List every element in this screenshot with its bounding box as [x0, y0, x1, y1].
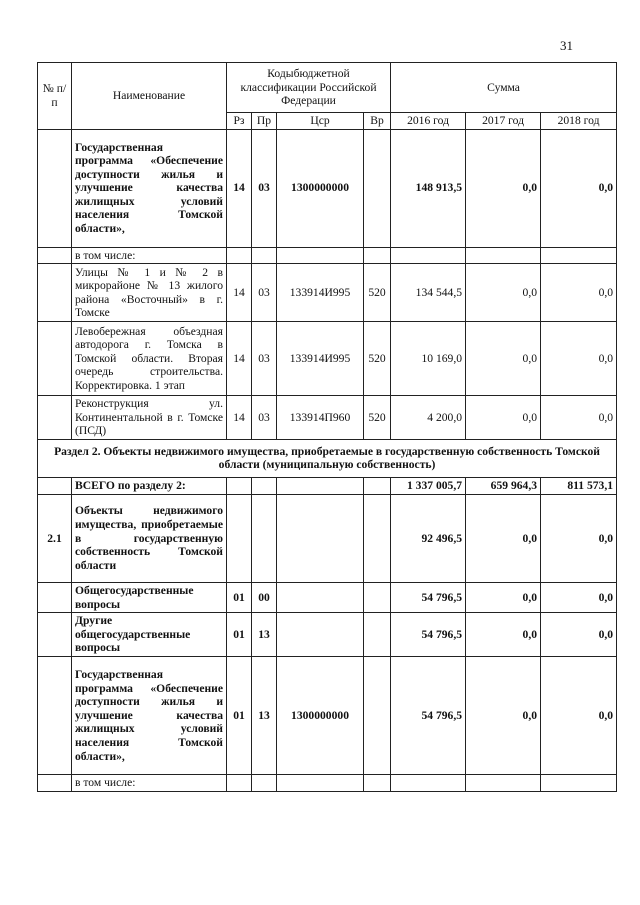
- row-num: [38, 582, 72, 612]
- header-codes: Кодыбюджетной классификации Российской Федерации: [227, 63, 391, 113]
- row-vr: 520: [364, 322, 391, 396]
- row-2016: 54 796,5: [391, 582, 466, 612]
- row-vr: [364, 657, 391, 775]
- row-csr: [277, 477, 364, 494]
- row-2016: 54 796,5: [391, 657, 466, 775]
- row-num: [38, 613, 72, 657]
- row-num: 2.1: [38, 494, 72, 582]
- row-csr: 133914И995: [277, 322, 364, 396]
- row-name: Реконструкция ул. Континентальной в г. Томске (ПСД): [72, 396, 227, 440]
- header-2018: 2018 год: [541, 113, 617, 130]
- row-2018: 0,0: [541, 657, 617, 775]
- row-2017: 659 964,3: [466, 477, 541, 494]
- row-csr: 1300000000: [277, 129, 364, 247]
- row-pr: 13: [252, 613, 277, 657]
- row-vr: [364, 613, 391, 657]
- row-rz: 01: [227, 657, 252, 775]
- row-2017: [466, 247, 541, 264]
- row-num: [38, 396, 72, 440]
- row-rz: 14: [227, 396, 252, 440]
- row-rz: [227, 477, 252, 494]
- row-rz: 01: [227, 613, 252, 657]
- row-2018: 0,0: [541, 582, 617, 612]
- table-row: [38, 582, 617, 612]
- table-row: [38, 396, 617, 440]
- row-2016: [391, 247, 466, 264]
- row-rz: [227, 494, 252, 582]
- table-row: [38, 264, 617, 322]
- row-name: Другие общегосударственные вопросы: [72, 613, 227, 657]
- header-vr: Вр: [364, 113, 391, 130]
- row-rz: [227, 775, 252, 792]
- row-pr: 03: [252, 264, 277, 322]
- row-csr: [277, 582, 364, 612]
- row-2017: 0,0: [466, 582, 541, 612]
- row-2016: 10 169,0: [391, 322, 466, 396]
- row-vr: [364, 582, 391, 612]
- row-num: [38, 264, 72, 322]
- row-2017: 0,0: [466, 129, 541, 247]
- header-pr: Пр: [252, 113, 277, 130]
- row-num: [38, 129, 72, 247]
- row-2017: 0,0: [466, 494, 541, 582]
- row-num: [38, 247, 72, 264]
- row-name: в том числе:: [72, 247, 227, 264]
- row-pr: 00: [252, 582, 277, 612]
- table-row: [38, 657, 617, 775]
- row-num: [38, 477, 72, 494]
- table-row: [38, 322, 617, 396]
- row-2016: 148 913,5: [391, 129, 466, 247]
- table-row: [38, 613, 617, 657]
- table-row: [38, 247, 617, 264]
- row-name: Государственная программа «Обеспечение доступности жилья и улучшение качества жилищных условий населения Томской области»,: [72, 657, 227, 775]
- row-num: [38, 775, 72, 792]
- row-2017: 0,0: [466, 613, 541, 657]
- row-2016: [391, 775, 466, 792]
- header-name: Наименование: [72, 63, 227, 130]
- row-pr: 03: [252, 396, 277, 440]
- page-number: 31: [560, 38, 573, 53]
- row-2018: 0,0: [541, 613, 617, 657]
- row-2017: [466, 775, 541, 792]
- section-title: Раздел 2. Объекты недвижимого имущества, приобретаемые в государственную собственность Томской области (муниципальную собственность): [38, 439, 617, 477]
- row-2016: 1 337 005,7: [391, 477, 466, 494]
- row-csr: [277, 247, 364, 264]
- row-2018: 0,0: [541, 129, 617, 247]
- header-2016: 2016 год: [391, 113, 466, 130]
- row-2017: 0,0: [466, 396, 541, 440]
- row-2016: 4 200,0: [391, 396, 466, 440]
- row-csr: [277, 613, 364, 657]
- row-2018: [541, 775, 617, 792]
- row-csr: [277, 494, 364, 582]
- row-2016: 134 544,5: [391, 264, 466, 322]
- row-pr: 13: [252, 657, 277, 775]
- row-csr: [277, 775, 364, 792]
- row-2018: 811 573,1: [541, 477, 617, 494]
- row-name: Объекты недвижимого имущества, приобретаемые в государственную собственность Томской области: [72, 494, 227, 582]
- row-name: ВСЕГО по разделу 2:: [72, 477, 227, 494]
- row-2018: [541, 247, 617, 264]
- row-vr: [364, 129, 391, 247]
- budget-table: [37, 62, 617, 792]
- row-vr: [364, 477, 391, 494]
- row-pr: 03: [252, 129, 277, 247]
- row-2016: 54 796,5: [391, 613, 466, 657]
- header-rz: Рз: [227, 113, 252, 130]
- row-num: [38, 322, 72, 396]
- row-2017: 0,0: [466, 322, 541, 396]
- row-rz: 14: [227, 322, 252, 396]
- header-2017: 2017 год: [466, 113, 541, 130]
- row-name: Государственная программа «Обеспечение доступности жилья и улучшение качества жилищных условий населения Томской области»,: [72, 129, 227, 247]
- table-row: [38, 494, 617, 582]
- row-rz: 01: [227, 582, 252, 612]
- header-num: № п/п: [38, 63, 72, 130]
- row-vr: 520: [364, 264, 391, 322]
- row-name: Общегосударственные вопросы: [72, 582, 227, 612]
- row-csr: 1300000000: [277, 657, 364, 775]
- row-name: Левобережная объездная автодорога г. Томска в Томской области. Вторая очередь строительства. Корректировка. 1 этап: [72, 322, 227, 396]
- row-2018: 0,0: [541, 322, 617, 396]
- row-pr: 03: [252, 322, 277, 396]
- header-sum: Сумма: [391, 63, 617, 113]
- row-pr: [252, 247, 277, 264]
- row-rz: [227, 247, 252, 264]
- row-pr: [252, 775, 277, 792]
- table-row: [38, 477, 617, 494]
- row-vr: 520: [364, 396, 391, 440]
- row-vr: [364, 247, 391, 264]
- header-csr: Цср: [277, 113, 364, 130]
- row-rz: 14: [227, 129, 252, 247]
- table-row: [38, 775, 617, 792]
- row-num: [38, 657, 72, 775]
- row-2018: 0,0: [541, 494, 617, 582]
- row-rz: 14: [227, 264, 252, 322]
- row-2017: 0,0: [466, 264, 541, 322]
- row-2016: 92 496,5: [391, 494, 466, 582]
- section-row: [38, 439, 617, 477]
- row-vr: [364, 775, 391, 792]
- row-csr: 133914П960: [277, 396, 364, 440]
- row-2018: 0,0: [541, 264, 617, 322]
- row-2017: 0,0: [466, 657, 541, 775]
- row-pr: [252, 477, 277, 494]
- row-vr: [364, 494, 391, 582]
- table-row: [38, 129, 617, 247]
- row-2018: 0,0: [541, 396, 617, 440]
- row-name: Улицы № 1 и № 2 в микрорайоне № 13 жилого района «Восточный» в г. Томске: [72, 264, 227, 322]
- row-name: в том числе:: [72, 775, 227, 792]
- row-pr: [252, 494, 277, 582]
- row-csr: 133914И995: [277, 264, 364, 322]
